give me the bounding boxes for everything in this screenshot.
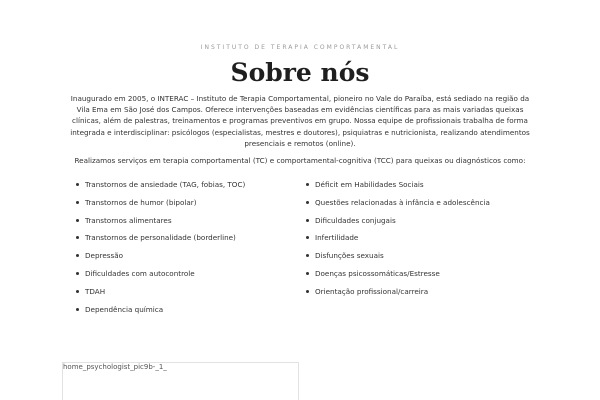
list-item-label: Dificuldades com autocontrole — [85, 268, 195, 278]
bullet-icon — [76, 236, 79, 239]
bullet-icon — [306, 236, 309, 239]
list-item-label: Infertilidade — [315, 233, 359, 243]
list-item-label: Transtornos de ansiedade (TAG, fobias, TOC) — [85, 180, 246, 189]
bullet-icon — [76, 254, 79, 257]
bullet-icon — [76, 308, 79, 311]
bullet-icon — [306, 201, 309, 204]
intro-paragraph: Inaugurado em 2005, o INTERAC – Instituto de Terapia Comportamental, pioneiro no Vale do Paraíba, está sediado na região da Vila Ema em São José dos Campos. Oferece intervenções baseadas em evidências científicas para as mais variadas queixas clínicas, além de palestras, treinamentos e programas preventivos em grupo. Nossa equipe de profissionais trabalha de forma integrada e interdisciplinar: psicólogos (especialistas, mestres e doutores), psiquiatras e nutricionista, realizando atendimentos presenciais e remotos (online). — [70, 94, 530, 148]
services-list-left — [76, 176, 296, 318]
services-list-right — [306, 176, 536, 301]
list-item — [76, 212, 296, 230]
list-item — [76, 283, 296, 301]
bullet-icon — [76, 201, 79, 204]
list-item-label: Questões relacionadas à infância e adolescência — [315, 197, 490, 207]
bullet-icon — [306, 290, 309, 293]
list-item — [306, 194, 536, 212]
list-item-label: Transtornos alimentares — [85, 215, 172, 225]
list-item — [76, 194, 296, 212]
list-item-label: Orientação profissional/carreira — [315, 286, 429, 296]
list-item — [76, 301, 296, 319]
bullet-icon — [76, 272, 79, 275]
list-item-label: Transtornos de personalidade (borderline) — [85, 233, 236, 243]
list-item — [306, 176, 536, 194]
bullet-icon — [76, 183, 79, 186]
bullet-icon — [306, 254, 309, 257]
list-item — [306, 265, 536, 283]
list-item — [306, 229, 536, 247]
list-item — [306, 212, 536, 230]
list-item-label: Doenças psicossomáticas/Estresse — [315, 268, 440, 278]
list-item-label: Transtornos de humor (bipolar) — [85, 197, 197, 207]
bullet-icon — [306, 272, 309, 275]
list-item-label: Depressão — [85, 251, 124, 261]
bullet-icon — [306, 219, 309, 222]
bullet-icon — [76, 290, 79, 293]
list-item-label: TDAH — [85, 286, 106, 296]
page-title: Sobre nós — [230, 58, 370, 87]
list-item-label: Dependência química — [85, 304, 164, 314]
list-item — [76, 229, 296, 247]
list-item — [76, 265, 296, 283]
bullet-icon — [76, 219, 79, 222]
psychologist-image — [62, 362, 299, 400]
list-item — [306, 283, 536, 301]
list-item — [76, 247, 296, 265]
list-item-label: Disfunções sexuais — [315, 251, 384, 261]
section-eyebrow: INSTITUTO DE TERAPIA COMPORTAMENTAL — [200, 44, 400, 51]
bullet-icon — [306, 183, 309, 186]
list-item — [306, 247, 536, 265]
list-item-label: Dificuldades conjugais — [315, 215, 396, 225]
list-item — [76, 176, 296, 194]
services-intro: Realizamos serviços em terapia comportamental (TC) e comportamental-cognitiva (TCC) para queixas ou diagnósticos como: — [74, 156, 526, 165]
image-alt-text: home_psychologist_pic9b-_1_ — [63, 363, 167, 371]
list-item-label: Déficit em Habilidades Sociais — [315, 180, 424, 189]
